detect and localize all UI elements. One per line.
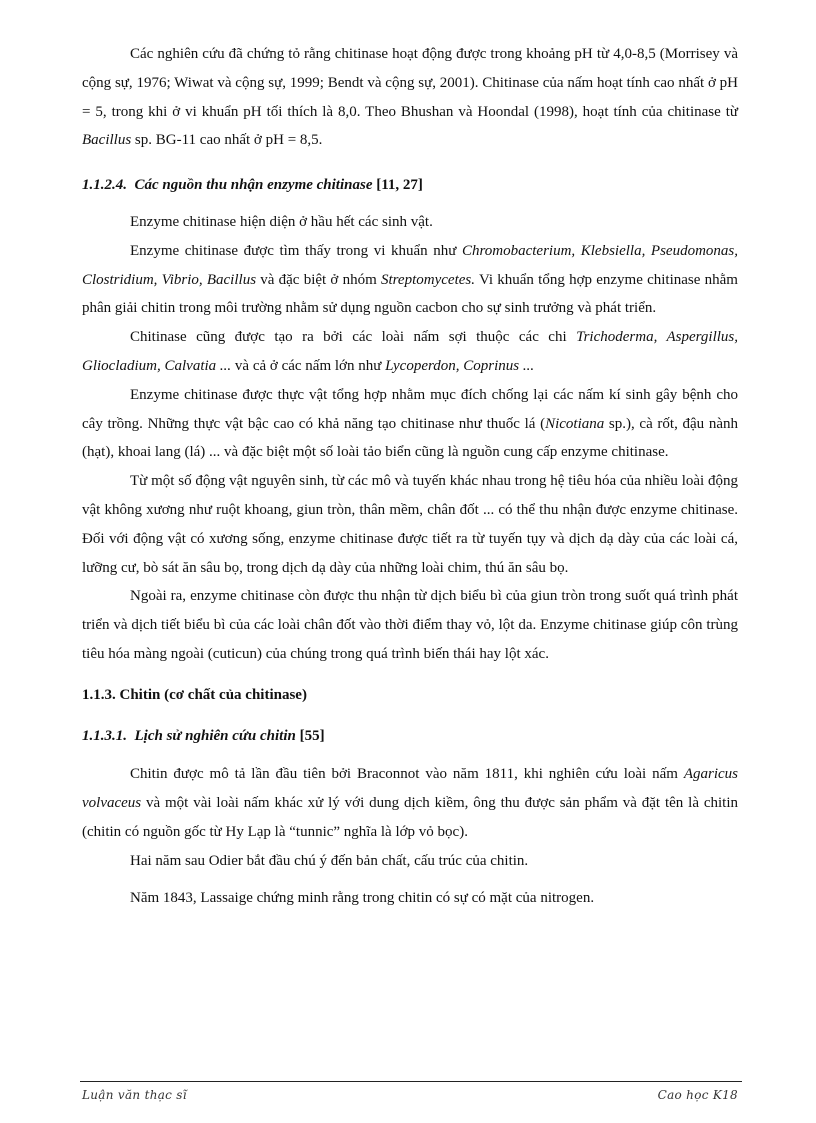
paragraph-braconnot: Chitin được mô tả lần đầu tiên bởi Braconnot vào năm 1811, khi nghiên cứu loài nấm Agaricus volvaceus và một vài loài nấm khác xử lý với dung dịch kiềm, ông thu được sản phẩm và đặt tên là chitin (chitin có nguồn gốc từ Hy Lạp là “tunnic” nghĩa là lớp vỏ bọc). [82,766,738,840]
footer-divider [80,1081,742,1082]
paragraph-animals: Từ một số động vật nguyên sinh, từ các mô và tuyến khác nhau trong hệ tiêu hóa của nhiều loài động vật không xương như ruột khoang, giun tròn, thân mềm, chân đốt ... có thể thu nhận được enzyme chitinase. Đối với động vật có xương sống, enzyme chitinase được tiết ra từ tuyến tụy và dịch dạ dày của các loài cá, lưỡng cư, bò sát ăn sâu bọ, trong dịch dạ dày của những loài chim, thú ăn sâu bọ. [82,473,738,576]
section-heading-1-1-2-4: 1.1.2.4. Các nguồn thu nhận enzyme chitinase [11, 27] [82,177,423,194]
paragraph-ph-activity: Các nghiên cứu đã chứng tỏ rằng chitinase hoạt động được trong khoảng pH từ 4,0-8,5 (Morrisey và cộng sự, 1976; Wiwat và cộng sự, 1999; Bendt và cộng sự, 2001). Chitinase của nấm hoạt tính cao nhất ở pH = 5, trong khi ở vi khuẩn pH tối thích là 8,0. Theo Bhushan và Hoondal (1998), hoạt tính của chitinase từ Bacillus sp. BG-11 cao nhất ở pH = 8,5. [82,46,738,149]
paragraph-odier: Hai năm sau Odier bắt đầu chú ý đến bản chất, cấu trúc của chitin. [130,852,529,869]
paragraph-epidermis: Ngoài ra, enzyme chitinase còn được thu nhận từ dịch biểu bì của giun tròn trong suốt quá trình phát triển và dịch tiết biểu bì của các loài chân đốt vào thời điểm thay vỏ, lột da. Enzyme chitinase giúp côn trùng tiêu hóa màng ngoài (cuticun) của chúng trong quá trình biến thái hay lột xác. [82,588,738,662]
paragraph-lassaige: Năm 1843, Lassaige chứng minh rằng trong chitin có sự có mặt của nitrogen. [130,889,595,906]
document-page [82,40,738,912]
section-heading-1-1-3: 1.1.3. Chitin (cơ chất của chitinase) [82,686,307,703]
paragraph-plants: Enzyme chitinase được thực vật tổng hợp nhằm mục đích chống lại các nấm kí sinh gây bệnh cho cây trồng. Những thực vật bậc cao có khả năng tạo chitinase như thuốc lá (Nicotiana sp.), cà rốt, đậu nành (hạt), khoai lang (lá) ... và đặc biệt một số loài tảo biển cũng là nguồn cung cấp enzyme chitinase. [82,386,738,461]
section-heading-1-1-3-1: 1.1.3.1. Lịch sử nghiên cứu chitin [55] [82,727,325,744]
paragraph-enzyme-presence: Enzyme chitinase hiện diện ở hầu hết các sinh vật. [130,213,433,230]
footer-left-text: Luận văn thạc sĩ [82,1088,187,1102]
paragraph-fungi: Chitinase cũng được tạo ra bởi các loài nấm sợi thuộc các chi Trichoderma, Aspergillus, Gliocladium, Calvatia ... và cả ở các nấm lớn như Lycoperdon, Coprinus ... [82,329,739,374]
paragraph-bacteria: Enzyme chitinase được tìm thấy trong vi khuẩn như Chromobacterium, Klebsiella, Pseudomonas, Clostridium, Vibrio, Bacillus và đặc biệt ở nhóm Streptomycetes. Vi khuẩn tổng hợp enzyme chitinase nhằm phân giải chitin trong môi trường nhằm sử dụng nguồn cacbon cho sự sinh trưởng và phát triển. [82,242,738,317]
footer-right-text: Cao học K18 [657,1088,738,1102]
